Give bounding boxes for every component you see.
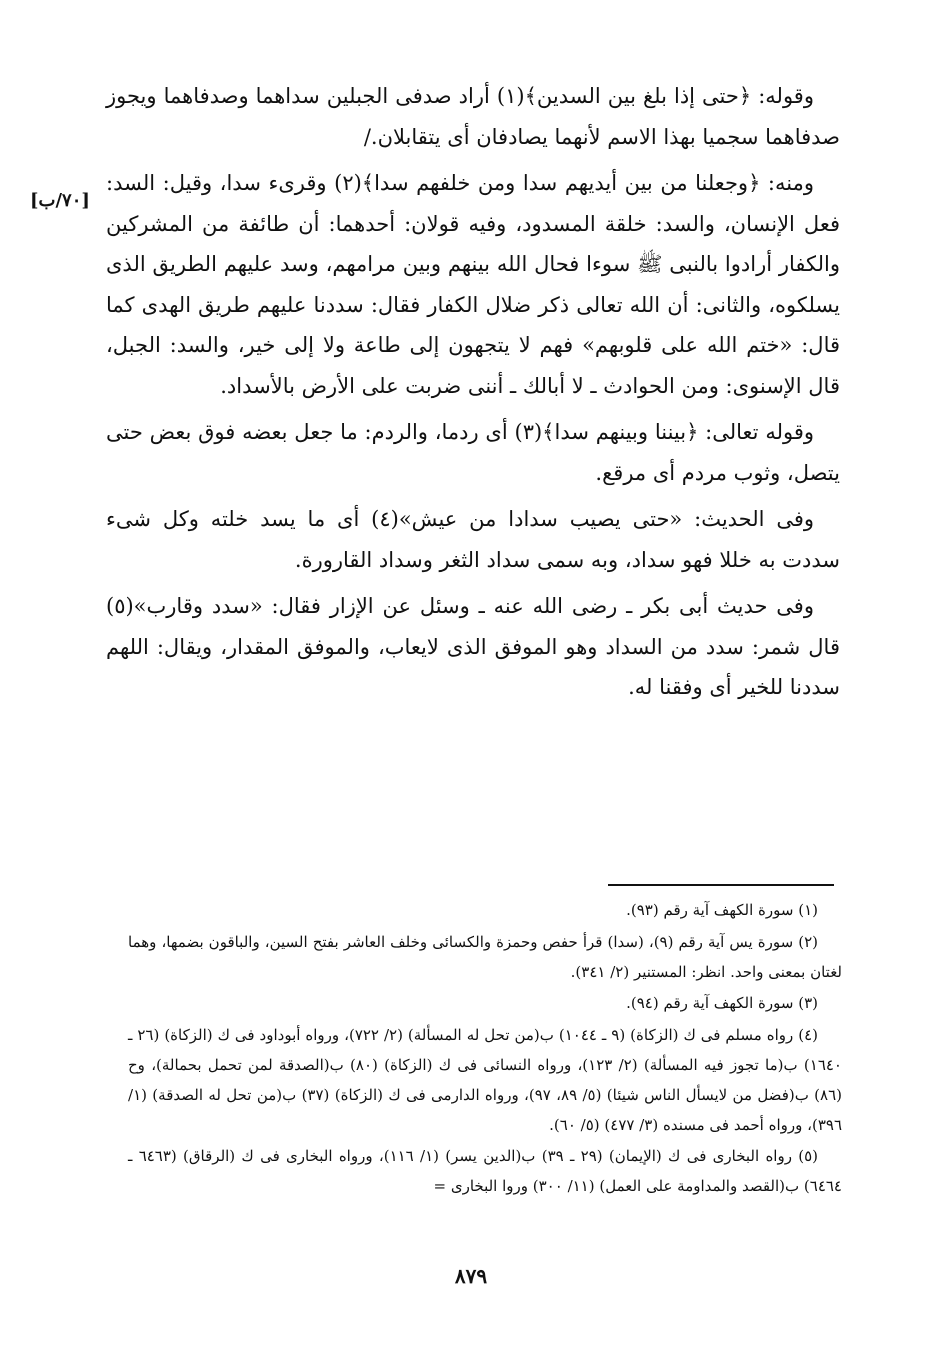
footnote-2: (٢) سورة يس آية رقم (٩)، (سدا) قرأ حفص وحمزة والكسائى وخلف العاشر بفتح السين، والباقون بضمها، وهما لغتان بمعنى واحد. انظر: المستنير (٢/ ٣٤١). (128, 932, 842, 981)
page-number: ٨٧٩ (454, 1264, 488, 1288)
manuscript-folio-reference: [٧٠/ب] (30, 190, 90, 211)
footnotes (128, 896, 842, 1204)
footnote-5: (٥) رواه البخارى فى ك (الإيمان) (٢٩ ـ ٣٩) ب(الدين يسر) (١/ ١١٦)، ورواه البخارى فى ك (الرقاق) (٦٤٦٣ ـ ٦٤٦٤) ب(القصد والمداومة على العمل) (١١/ ٣٠٠) وروا البخارى = (128, 1147, 842, 1196)
paragraph-3: وقوله تعالى: ﴿بيننا وبينهم سدا﴾(٣) أى ردما، والردم: ما جعل بعضه فوق بعض حتى يتصل، وثوب مردم أى مرقع. (106, 420, 840, 485)
paragraph-2: ومنه: ﴿وجعلنا من بين أيديهم سدا ومن خلفهم سدا﴾(٢) وقرىء سدا، وقيل: السد: فعل الإنسان، والسد: خلقة المسدود، وفيه قولان: أحدهما: أن طائفة من المشركين والكفار أرادوا بالنبى ﷺ سوءا فحال الله بينهم وبين مرامهم، وسد عليهم الطريق الذى يسلكوه، والثانى: أن الله تعالى ذكر ضلال الكفار فقال: سددنا عليهم طريق الهدى كما قال: «ختم الله على قلوبهم» فهم لا يتجهون إلى طاعة ولا إلى خير، والسد: الجبل، قال الإسنوى: ومن الحوادث ـ لا أبالك ـ أننى ضربت على الأرض بالأسداد. (106, 171, 840, 398)
paragraph-5: وفى حديث أبى بكر ـ رضى الله عنه ـ وسئل عن الإزار فقال: «سدد وقارب»(٥) قال شمر: سدد من السداد وهو الموفق الذى لايعاب، والموفق المقدار، ويقال: اللهم سددنا للخير أى وفقنا له. (106, 594, 840, 699)
footnote-1: (١) سورة الكهف آية رقم (٩٣). (626, 901, 818, 919)
paragraph-4: وفى الحديث: «حتى يصيب سدادا من عيش»(٤) أى ما يسد خلته وكل شىء سددت به خللا فهو سداد، وبه سمى سداد الثغر وسداد القارورة. (106, 507, 840, 572)
footnote-4: (٤) رواه مسلم فى ك (الزكاة) (٩ ـ ١٠٤٤) ب(من تحل له المسألة) (٢/ ٧٢٢)، ورواه أبوداود فى ك (الزكاة) (٢٦ ـ ١٦٤٠) ب(ما تجوز فيه المسألة) (٢/ ١٢٣)، ورواه النسائى فى ك (الزكاة) (٨٠) ب(الصدقة لمن تحمل بحمالة)، وح (٨٦) ب(فضل من لايسأل الناس شيئا) (٥/ ٨٩، ٩٧)، ورواه الدارمى فى ك (الزكاة) (٣٧) ب(من تحل له الصدقة) (١/ ٣٩٦)، ورواه أحمد فى مسنده (٣/ ٤٧٧) (٥/ ٦٠). (128, 1026, 842, 1134)
footnote-divider (608, 884, 834, 886)
footnote-3: (٣) سورة الكهف آية رقم (٩٤). (626, 994, 818, 1013)
main-text (106, 76, 840, 714)
paragraph-1: وقوله: ﴿حتى إذا بلغ بين السدين﴾(١) أراد صدفى الجبلين سداهما وصدفاهما ويجوز صدفاهما سجميا بهذا الاسم لأنهما يصادفان أى يتقابلان./ (106, 84, 840, 149)
